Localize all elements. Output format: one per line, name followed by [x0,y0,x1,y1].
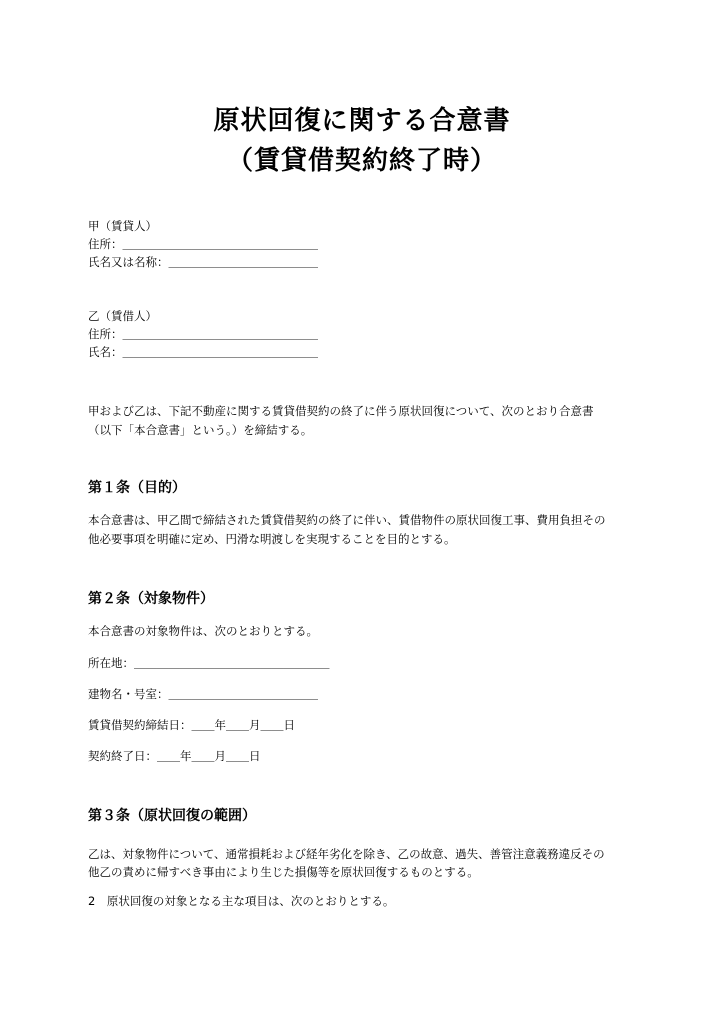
party-b-address: 住所：＿＿＿＿＿＿＿＿＿＿＿＿＿＿＿＿＿ [88,327,318,341]
article-1-body-line-2: 他必要事項を明確に定め、円滑な明渡しを実現することを目的とする。 [88,532,456,546]
party-a-address: 住所：＿＿＿＿＿＿＿＿＿＿＿＿＿＿＿＿＿ [88,237,318,251]
preamble-line-2: （以下「本合意書」という。）を締結する。 [88,423,313,437]
article-1-body-line-1: 本合意書は、甲乙間で締結された賃貸借契約の終了に伴い、賃借物件の原状回復工事、費用負担その [88,513,606,527]
party-a-label: 甲（賃貸人） [88,219,157,233]
article-2-location: 所在地：＿＿＿＿＿＿＿＿＿＿＿＿＿＿＿＿＿ [88,656,330,670]
article-1-heading: 第１条（目的） [88,480,186,496]
article-2-heading: 第２条（対象物件） [88,591,214,607]
party-b-label: 乙（賃借人） [88,309,157,323]
article-3-body-line-1: 乙は、対象物件について、通常損耗および経年劣化を除き、乙の故意、過失、善管注意義務違反その [88,847,605,861]
article-3-item-2: 2 原状回復の対象となる主な項目は、次のとおりとする。 [88,894,395,908]
article-2-contract-date: 賃貸借契約締結日：＿＿年＿＿月＿＿日 [88,718,295,732]
party-a-name: 氏名又は名称：＿＿＿＿＿＿＿＿＿＿＿＿＿ [88,255,318,269]
document-subtitle: （賃貸借契約終了時） [226,146,497,176]
party-b-name: 氏名：＿＿＿＿＿＿＿＿＿＿＿＿＿＿＿＿＿ [88,345,318,359]
preamble-line-1: 甲および乙は、下記不動産に関する賃貸借契約の終了に伴う原状回復について、次のとおり合意書 [88,404,594,418]
document-title: 原状回復に関する合意書 [213,106,511,136]
article-3-body-line-2: 他乙の責めに帰すべき事由により生じた損傷等を原状回復するものとする。 [88,865,479,879]
article-2-building: 建物名・号室：＿＿＿＿＿＿＿＿＿＿＿＿＿ [88,687,318,701]
article-2-intro: 本合意書の対象物件は、次のとおりとする。 [88,624,318,638]
article-3-heading: 第３条（原状回復の範囲） [88,808,256,824]
article-2-end-date: 契約終了日：＿＿年＿＿月＿＿日 [88,749,261,763]
